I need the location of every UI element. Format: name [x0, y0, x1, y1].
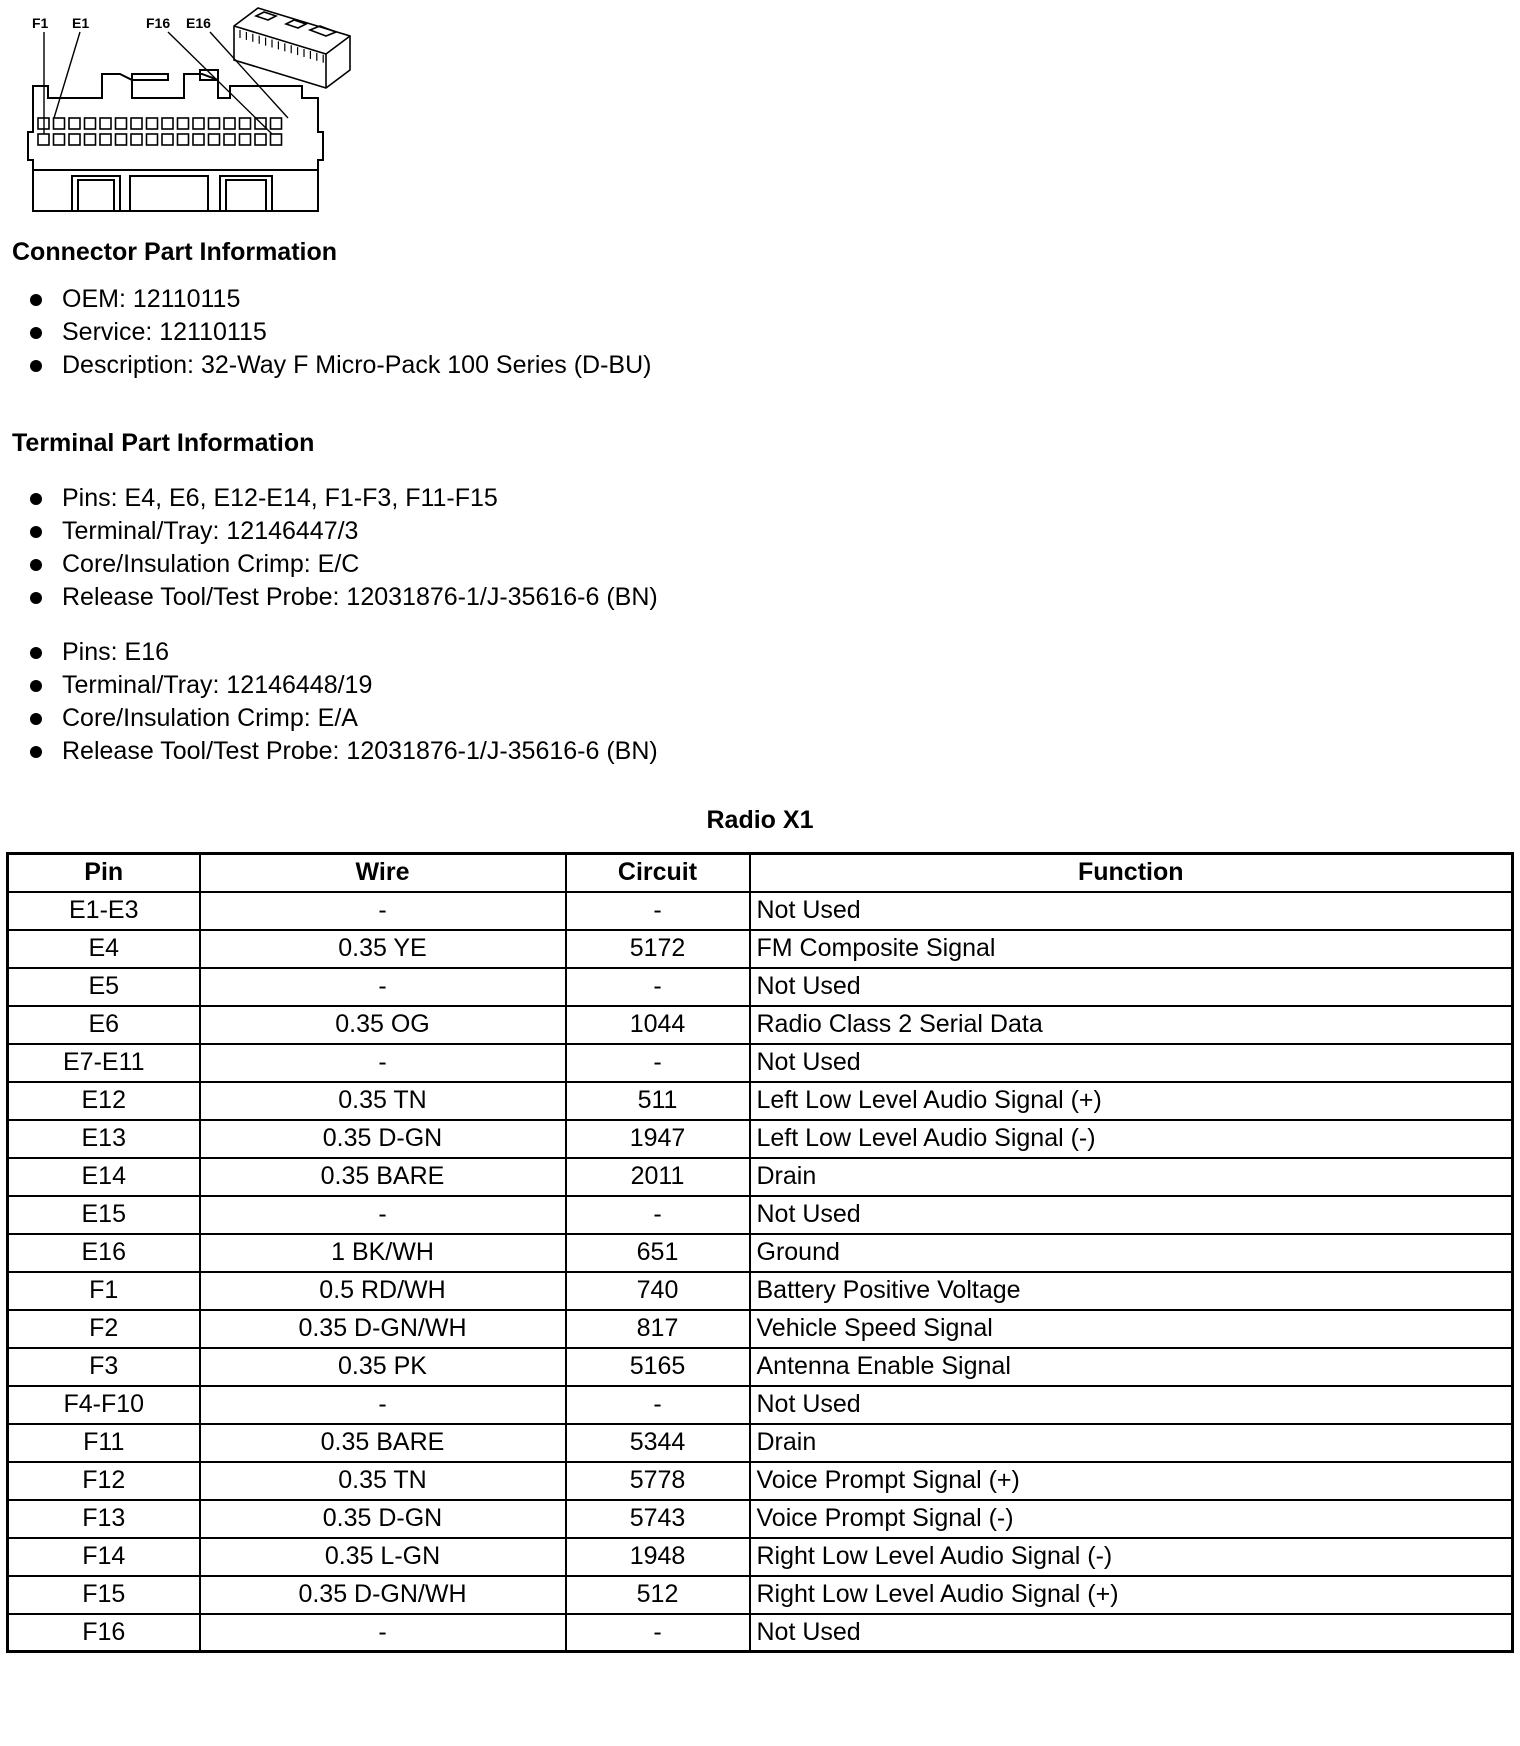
- wire-cell: 0.35 TN: [200, 1082, 566, 1120]
- wire-cell: 0.35 YE: [200, 930, 566, 968]
- function-cell: Left Low Level Audio Signal (+): [750, 1082, 1513, 1120]
- pin-cavity: [100, 118, 111, 129]
- terminal-info-title: Terminal Part Information: [12, 429, 315, 457]
- pin-cell: E4: [8, 930, 200, 968]
- pin-cavity: [100, 134, 111, 145]
- list-item: Release Tool/Test Probe: 12031876-1/J-35616-6 (BN): [30, 735, 658, 768]
- label-e1: E1: [72, 15, 90, 31]
- table-row: [8, 1044, 1513, 1082]
- circuit-cell: 5778: [566, 1462, 750, 1500]
- table-row: [8, 1006, 1513, 1044]
- connector-info-list: [30, 283, 652, 382]
- circuit-cell: 1044: [566, 1006, 750, 1044]
- pin-cell: F1: [8, 1272, 200, 1310]
- table-row: [8, 1614, 1513, 1652]
- wire-cell: 1 BK/WH: [200, 1234, 566, 1272]
- pin-cavities: [38, 118, 282, 145]
- label-f1: F1: [32, 15, 49, 31]
- circuit-cell: 5743: [566, 1500, 750, 1538]
- table-row: [8, 1310, 1513, 1348]
- function-cell: Drain: [750, 1158, 1513, 1196]
- pin-cell: E12: [8, 1082, 200, 1120]
- function-cell: Not Used: [750, 892, 1513, 930]
- pin-cell: F14: [8, 1538, 200, 1576]
- leader-e1: [54, 32, 80, 118]
- list-item: Pins: E16: [30, 636, 658, 669]
- wire-cell: 0.35 D-GN/WH: [200, 1310, 566, 1348]
- circuit-cell: 1948: [566, 1538, 750, 1576]
- table-row: [8, 892, 1513, 930]
- circuit-cell: -: [566, 1614, 750, 1652]
- pin-cavity: [193, 134, 204, 145]
- circuit-cell: 5172: [566, 930, 750, 968]
- wire-cell: -: [200, 892, 566, 930]
- pin-cavity: [271, 118, 282, 129]
- function-cell: Antenna Enable Signal: [750, 1348, 1513, 1386]
- table-row: [8, 1348, 1513, 1386]
- pin-cavity: [85, 134, 96, 145]
- pin-cavity: [116, 134, 127, 145]
- pin-cavity: [131, 118, 142, 129]
- function-cell: Not Used: [750, 1614, 1513, 1652]
- circuit-cell: 651: [566, 1234, 750, 1272]
- header-pin: Pin: [8, 854, 200, 892]
- pin-cell: E7-E11: [8, 1044, 200, 1082]
- terminal-info-group-2: [30, 636, 658, 768]
- wire-cell: -: [200, 968, 566, 1006]
- pin-cavity: [178, 134, 189, 145]
- pin-cell: F13: [8, 1500, 200, 1538]
- pin-cell: F11: [8, 1424, 200, 1462]
- function-cell: Drain: [750, 1424, 1513, 1462]
- circuit-cell: 5165: [566, 1348, 750, 1386]
- table-row: [8, 1234, 1513, 1272]
- circuit-cell: 5344: [566, 1424, 750, 1462]
- table-row: [8, 968, 1513, 1006]
- circuit-cell: 740: [566, 1272, 750, 1310]
- pin-cell: F12: [8, 1462, 200, 1500]
- list-item: Release Tool/Test Probe: 12031876-1/J-35616-6 (BN): [30, 581, 658, 614]
- pin-cavity: [224, 134, 235, 145]
- pin-cell: E13: [8, 1120, 200, 1158]
- connector-diagram: [20, 6, 380, 216]
- pin-cavity: [193, 118, 204, 129]
- function-cell: Voice Prompt Signal (+): [750, 1462, 1513, 1500]
- wire-cell: -: [200, 1044, 566, 1082]
- table-row: [8, 1082, 1513, 1120]
- pin-cell: F4-F10: [8, 1386, 200, 1424]
- function-cell: Not Used: [750, 1386, 1513, 1424]
- pin-cavity: [69, 134, 80, 145]
- function-cell: Not Used: [750, 968, 1513, 1006]
- header-wire: Wire: [200, 854, 566, 892]
- wire-cell: 0.35 BARE: [200, 1158, 566, 1196]
- function-cell: Not Used: [750, 1044, 1513, 1082]
- header-function: Function: [750, 854, 1513, 892]
- pin-cavity: [271, 134, 282, 145]
- pin-cavity: [162, 134, 173, 145]
- wire-cell: 0.35 PK: [200, 1348, 566, 1386]
- list-item: Core/Insulation Crimp: E/A: [30, 702, 658, 735]
- circuit-cell: -: [566, 1044, 750, 1082]
- wire-cell: 0.5 RD/WH: [200, 1272, 566, 1310]
- pin-cavity: [224, 118, 235, 129]
- table-row: [8, 1538, 1513, 1576]
- pin-cell: F3: [8, 1348, 200, 1386]
- wire-cell: 0.35 TN: [200, 1462, 566, 1500]
- circuit-cell: 2011: [566, 1158, 750, 1196]
- table-body: [8, 892, 1513, 1652]
- circuit-cell: 511: [566, 1082, 750, 1120]
- function-cell: Vehicle Speed Signal: [750, 1310, 1513, 1348]
- table-row: [8, 1462, 1513, 1500]
- function-cell: Left Low Level Audio Signal (-): [750, 1120, 1513, 1158]
- pin-cavity: [162, 118, 173, 129]
- wire-cell: 0.35 D-GN: [200, 1120, 566, 1158]
- connector-thumbnail: [234, 8, 350, 88]
- list-item: OEM: 12110115: [30, 283, 652, 316]
- pin-cell: F15: [8, 1576, 200, 1614]
- circuit-cell: -: [566, 1386, 750, 1424]
- pin-cell: F16: [8, 1614, 200, 1652]
- table-row: [8, 1424, 1513, 1462]
- wire-cell: 0.35 D-GN: [200, 1500, 566, 1538]
- pin-cavity: [116, 118, 127, 129]
- list-item: Pins: E4, E6, E12-E14, F1-F3, F11-F15: [30, 482, 658, 515]
- pin-cavity: [38, 134, 49, 145]
- function-cell: FM Composite Signal: [750, 930, 1513, 968]
- function-cell: Battery Positive Voltage: [750, 1272, 1513, 1310]
- function-cell: Right Low Level Audio Signal (+): [750, 1576, 1513, 1614]
- wire-cell: 0.35 L-GN: [200, 1538, 566, 1576]
- list-item: Core/Insulation Crimp: E/C: [30, 548, 658, 581]
- pin-cavity: [54, 134, 65, 145]
- pin-cell: E16: [8, 1234, 200, 1272]
- function-cell: Not Used: [750, 1196, 1513, 1234]
- circuit-cell: 817: [566, 1310, 750, 1348]
- list-item: Service: 12110115: [30, 316, 652, 349]
- circuit-cell: 512: [566, 1576, 750, 1614]
- pin-cell: E15: [8, 1196, 200, 1234]
- table-row: [8, 1272, 1513, 1310]
- pin-cavity: [240, 118, 251, 129]
- table-row: [8, 1500, 1513, 1538]
- wire-cell: 0.35 OG: [200, 1006, 566, 1044]
- pin-cavity: [131, 134, 142, 145]
- table-row: [8, 1576, 1513, 1614]
- pin-cavity: [85, 118, 96, 129]
- pin-cavity: [240, 134, 251, 145]
- pin-cavity: [147, 118, 158, 129]
- table-header-row: [8, 854, 1513, 892]
- pin-cavity: [209, 134, 220, 145]
- label-f16: F16: [146, 15, 171, 31]
- connector-info-title: Connector Part Information: [12, 238, 338, 266]
- header-circuit: Circuit: [566, 854, 750, 892]
- list-item: Description: 32-Way F Micro-Pack 100 Series (D-BU): [30, 349, 652, 382]
- wire-cell: -: [200, 1386, 566, 1424]
- table-row: [8, 930, 1513, 968]
- wire-cell: -: [200, 1614, 566, 1652]
- circuit-cell: -: [566, 892, 750, 930]
- pin-cell: F2: [8, 1310, 200, 1348]
- leader-e16: [210, 32, 288, 118]
- terminal-info-group-1: [30, 482, 658, 614]
- function-cell: Right Low Level Audio Signal (-): [750, 1538, 1513, 1576]
- table-row: [8, 1158, 1513, 1196]
- label-e16: E16: [186, 15, 211, 31]
- pin-cell: E6: [8, 1006, 200, 1044]
- function-cell: Ground: [750, 1234, 1513, 1272]
- wire-cell: 0.35 BARE: [200, 1424, 566, 1462]
- pin-cavity: [209, 118, 220, 129]
- table-row: [8, 1120, 1513, 1158]
- pin-cavity: [69, 118, 80, 129]
- table-caption: Radio X1: [706, 806, 814, 834]
- pin-cavity: [178, 118, 189, 129]
- pin-cell: E14: [8, 1158, 200, 1196]
- pin-cell: E5: [8, 968, 200, 1006]
- list-item: Terminal/Tray: 12146447/3: [30, 515, 658, 548]
- pin-cavity: [54, 118, 65, 129]
- function-cell: Radio Class 2 Serial Data: [750, 1006, 1513, 1044]
- table-row: [8, 1386, 1513, 1424]
- wire-cell: 0.35 D-GN/WH: [200, 1576, 566, 1614]
- pin-cavity: [255, 134, 266, 145]
- list-item: Terminal/Tray: 12146448/19: [30, 669, 658, 702]
- circuit-cell: -: [566, 968, 750, 1006]
- thumbnail-pins: [240, 30, 323, 63]
- function-cell: Voice Prompt Signal (-): [750, 1500, 1513, 1538]
- wire-cell: -: [200, 1196, 566, 1234]
- circuit-cell: 1947: [566, 1120, 750, 1158]
- pin-table: [6, 852, 1514, 1653]
- pin-cavity: [147, 134, 158, 145]
- table-row: [8, 1196, 1513, 1234]
- circuit-cell: -: [566, 1196, 750, 1234]
- pin-cell: E1-E3: [8, 892, 200, 930]
